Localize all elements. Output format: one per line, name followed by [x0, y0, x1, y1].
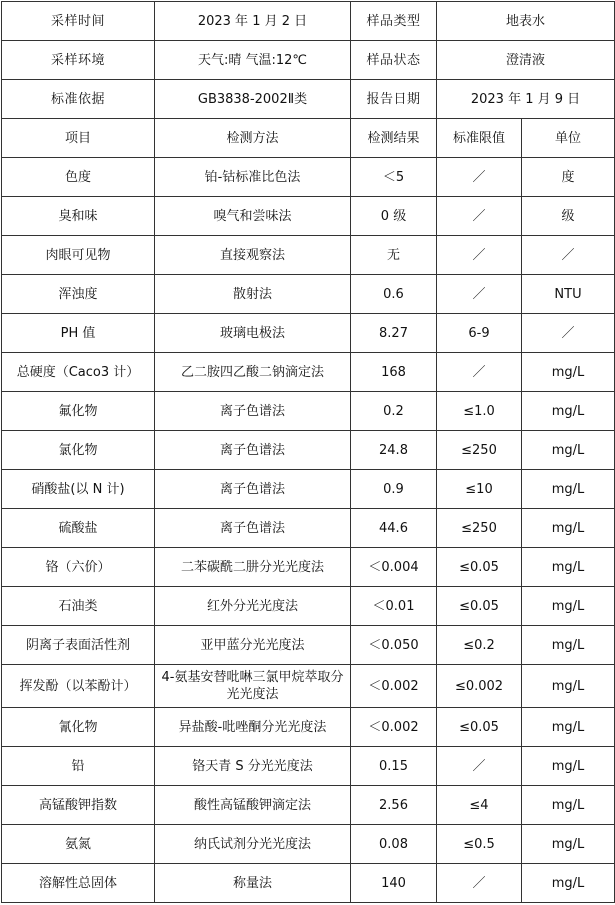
cell-limit: ≤0.2: [437, 626, 522, 665]
cell-result: ＜0.01: [351, 587, 437, 626]
cell-limit: ／: [437, 275, 522, 314]
cell-method: 嗅气和尝味法: [155, 197, 351, 236]
cell-unit: mg/L: [522, 747, 615, 786]
cell-limit: ≤4: [437, 786, 522, 825]
cell-limit: ／: [437, 197, 522, 236]
cell-item: 石油类: [2, 587, 155, 626]
cell-result: ＜0.002: [351, 665, 437, 708]
cell-result: 0.15: [351, 747, 437, 786]
table-row: [2, 747, 615, 786]
water-test-report-table: [1, 1, 615, 903]
cell-limit: ／: [437, 353, 522, 392]
cell-unit: mg/L: [522, 509, 615, 548]
cell-result: 0.6: [351, 275, 437, 314]
cell-limit: ≤10: [437, 470, 522, 509]
cell-result: ＜5: [351, 158, 437, 197]
table-row: [2, 392, 615, 431]
cell-method: 红外分光光度法: [155, 587, 351, 626]
cell-item: 阴离子表面活性剂: [2, 626, 155, 665]
cell-result: ＜0.050: [351, 626, 437, 665]
cell-unit: 度: [522, 158, 615, 197]
cell-limit: ／: [437, 236, 522, 275]
cell-item: 浑浊度: [2, 275, 155, 314]
table-row: [2, 197, 615, 236]
cell-method: 异盐酸-吡唑酮分光光度法: [155, 708, 351, 747]
cell-result: 0 级: [351, 197, 437, 236]
column-header-result: 检测结果: [351, 119, 437, 158]
cell-limit: ≤1.0: [437, 392, 522, 431]
cell-item: 色度: [2, 158, 155, 197]
cell-limit: 6-9: [437, 314, 522, 353]
cell-unit: mg/L: [522, 864, 615, 903]
cell-method: 亚甲蓝分光光度法: [155, 626, 351, 665]
cell-limit: ≤250: [437, 431, 522, 470]
cell-unit: mg/L: [522, 548, 615, 587]
cell-unit: mg/L: [522, 392, 615, 431]
cell-item: 高锰酸钾指数: [2, 786, 155, 825]
column-header-item: 项目: [2, 119, 155, 158]
cell-result: 0.08: [351, 825, 437, 864]
cell-result: 无: [351, 236, 437, 275]
header-row-sampling-env: [2, 41, 615, 80]
cell-method: 4-氨基安替吡啉三氯甲烷萃取分光光度法: [155, 665, 351, 708]
cell-unit: NTU: [522, 275, 615, 314]
cell-result: 24.8: [351, 431, 437, 470]
cell-method: 乙二胺四乙酸二钠滴定法: [155, 353, 351, 392]
cell-unit: mg/L: [522, 708, 615, 747]
sampling-env-value: 天气:晴 气温:12℃: [155, 41, 351, 80]
header-row-sampling-time: [2, 2, 615, 41]
cell-method: 离子色谱法: [155, 470, 351, 509]
sample-state-label: 样品状态: [351, 41, 437, 80]
table-row: [2, 314, 615, 353]
cell-result: 2.56: [351, 786, 437, 825]
cell-limit: ≤0.5: [437, 825, 522, 864]
table-row: [2, 786, 615, 825]
cell-method: 铂-钴标准比色法: [155, 158, 351, 197]
cell-limit: ／: [437, 747, 522, 786]
cell-method: 散射法: [155, 275, 351, 314]
cell-method: 称量法: [155, 864, 351, 903]
cell-item: PH 值: [2, 314, 155, 353]
sample-state-value: 澄清液: [437, 41, 615, 80]
cell-method: 酸性高锰酸钾滴定法: [155, 786, 351, 825]
cell-item: 臭和味: [2, 197, 155, 236]
cell-unit: ／: [522, 314, 615, 353]
cell-item: 总硬度（Caco3 计）: [2, 353, 155, 392]
standard-value: GB3838-2002Ⅱ类: [155, 80, 351, 119]
cell-result: ＜0.002: [351, 708, 437, 747]
column-header-limit: 标准限值: [437, 119, 522, 158]
table-row: [2, 825, 615, 864]
table-row: [2, 431, 615, 470]
standard-label: 标准依据: [2, 80, 155, 119]
cell-item: 挥发酚（以苯酚计）: [2, 665, 155, 708]
cell-result: 44.6: [351, 509, 437, 548]
cell-unit: mg/L: [522, 665, 615, 708]
cell-item: 氯化物: [2, 431, 155, 470]
cell-item: 氨氮: [2, 825, 155, 864]
cell-method: 二苯碳酰二肼分光光度法: [155, 548, 351, 587]
table-row: [2, 353, 615, 392]
cell-unit: mg/L: [522, 786, 615, 825]
cell-item: 溶解性总固体: [2, 864, 155, 903]
cell-item: 铅: [2, 747, 155, 786]
table-row: [2, 864, 615, 903]
table-row: [2, 158, 615, 197]
cell-result: 0.9: [351, 470, 437, 509]
sample-type-value: 地表水: [437, 2, 615, 41]
cell-item: 硝酸盐(以 N 计): [2, 470, 155, 509]
cell-item: 肉眼可见物: [2, 236, 155, 275]
table-row: [2, 665, 615, 708]
cell-limit: ／: [437, 158, 522, 197]
sampling-env-label: 采样环境: [2, 41, 155, 80]
report-date-value: 2023 年 1 月 9 日: [437, 80, 615, 119]
cell-limit: ≤0.002: [437, 665, 522, 708]
cell-method: 纳氏试剂分光光度法: [155, 825, 351, 864]
table-row: [2, 626, 615, 665]
cell-item: 硫酸盐: [2, 509, 155, 548]
table-row: [2, 275, 615, 314]
column-header-unit: 单位: [522, 119, 615, 158]
cell-unit: mg/L: [522, 431, 615, 470]
cell-result: 140: [351, 864, 437, 903]
sampling-time-value: 2023 年 1 月 2 日: [155, 2, 351, 41]
table-row: [2, 509, 615, 548]
cell-limit: ≤0.05: [437, 708, 522, 747]
cell-result: 8.27: [351, 314, 437, 353]
table-row: [2, 548, 615, 587]
cell-item: 氟化物: [2, 392, 155, 431]
column-header-method: 检测方法: [155, 119, 351, 158]
cell-unit: 级: [522, 197, 615, 236]
sample-type-label: 样品类型: [351, 2, 437, 41]
cell-method: 离子色谱法: [155, 392, 351, 431]
column-header-row: [2, 119, 615, 158]
table-row: [2, 470, 615, 509]
cell-limit: ≤0.05: [437, 587, 522, 626]
cell-unit: mg/L: [522, 470, 615, 509]
cell-method: 直接观察法: [155, 236, 351, 275]
cell-limit: ／: [437, 864, 522, 903]
cell-limit: ≤0.05: [437, 548, 522, 587]
cell-unit: mg/L: [522, 587, 615, 626]
table-row: [2, 587, 615, 626]
cell-unit: ／: [522, 236, 615, 275]
cell-unit: mg/L: [522, 353, 615, 392]
table-row: [2, 708, 615, 747]
cell-item: 铬（六价）: [2, 548, 155, 587]
cell-limit: ≤250: [437, 509, 522, 548]
cell-method: 离子色谱法: [155, 509, 351, 548]
cell-method: 离子色谱法: [155, 431, 351, 470]
header-row-standard: [2, 80, 615, 119]
sampling-time-label: 采样时间: [2, 2, 155, 41]
cell-unit: mg/L: [522, 626, 615, 665]
table-row: [2, 236, 615, 275]
cell-item: 氰化物: [2, 708, 155, 747]
report-date-label: 报告日期: [351, 80, 437, 119]
cell-result: ＜0.004: [351, 548, 437, 587]
cell-result: 0.2: [351, 392, 437, 431]
cell-unit: mg/L: [522, 825, 615, 864]
cell-result: 168: [351, 353, 437, 392]
cell-method: 玻璃电极法: [155, 314, 351, 353]
cell-method: 铬天青 S 分光光度法: [155, 747, 351, 786]
